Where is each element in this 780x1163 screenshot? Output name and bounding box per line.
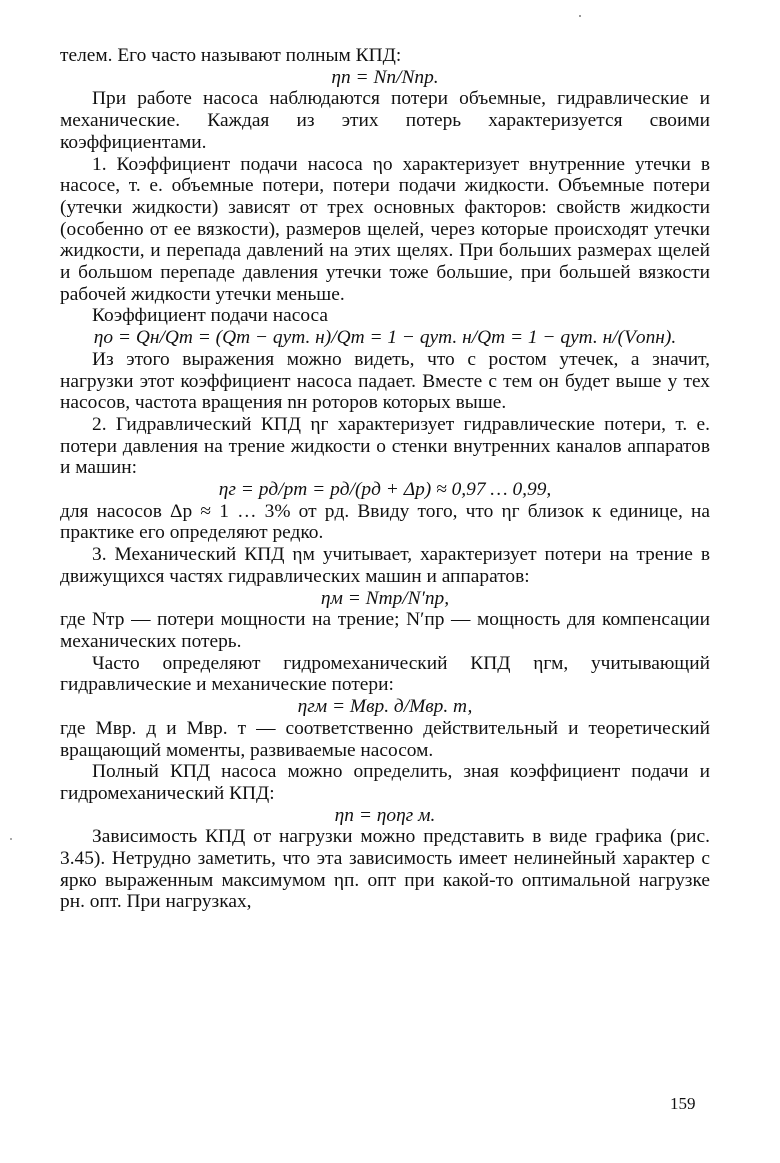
formula-total: ηп = ηоηг м. <box>334 804 436 826</box>
scan-speck <box>579 15 581 17</box>
paragraph: Из этого выражения можно видеть, что с ростом утечек, а значит, нагрузки этот коэффициент насоса падает. Вместе с тем он будет выше у тех насосов, частота вращения nн роторов которых выше. <box>60 348 710 414</box>
paragraph: где Mвр. д и Mвр. т — соответственно действительный и теоретический вращающий моменты, развиваемые насосом. <box>60 717 710 761</box>
paragraph: 3. Механический КПД ηм учитывает, характеризует потери на трение в движущихся частях гидравлических машин и аппаратов: <box>60 544 710 587</box>
paragraph: Коэффициент подачи насоса <box>92 305 328 327</box>
formula-efficiency: ηп = Nп/Nпр. <box>331 66 439 88</box>
paragraph: 1. Коэффициент подачи насоса ηо характеризует внутренние утечки в насосе, т. е. объемные потери, потери подачи жидкости. Объемные потери (утечки жидкости) зависят от трех основных факторов: свойств жидкости (особенно от ее вязкости), размеров щелей, через которые происходят утечки жидкости, и перепада давлений на этих щелях. При больших размерах щелей и большом перепаде давления утечки тоже большие, при большей вязкости рабочей жидкости утечки меньше. <box>60 153 710 305</box>
formula-hydromechanical: ηгм = Mвр. д/Mвр. т, <box>297 696 473 718</box>
paragraph: Зависимость КПД от нагрузки можно представить в виде графика (рис. 3.45). Нетрудно заметить, что эта зависимость имеет нелинейный характер с ярко выраженным максимумом ηп. опт при какой-то оптимальной нагрузке pн. опт. При нагрузках, <box>60 826 710 913</box>
formula-flow-coefficient: ηо = Qн/Qт = (Qт − qут. н)/Qт = 1 − qут. н/Qт = 1 − qут. н/(Vоnн). <box>93 327 677 349</box>
paragraph: для насосов Δp ≈ 1 … 3% от pд. Ввиду того, что ηг близок к единице, на практике его определяют редко. <box>60 500 710 544</box>
paragraph: Часто определяют гидромеханический КПД ηгм, учитывающий гидравлические и механические потери: <box>60 652 710 696</box>
formula-hydraulic: ηг = pд/pт = pд/(pд + Δp) ≈ 0,97 … 0,99, <box>218 479 552 501</box>
page-number: 159 <box>670 1094 696 1113</box>
paragraph: При работе насоса наблюдаются потери объемные, гидравлические и механические. Каждая из этих потерь характеризуется своими коэффициентами. <box>60 88 710 153</box>
formula-mechanical: ηм = Nтр/N′пр, <box>320 587 450 609</box>
paragraph: телем. Его часто называют полным КПД: <box>60 45 402 66</box>
paragraph: где Nтр — потери мощности на трение; N′пр — мощность для компенсации механических потерь. <box>60 609 710 652</box>
paragraph: Полный КПД насоса можно определить, зная коэффициент подачи и гидромеханический КПД: <box>60 761 710 804</box>
page-text <box>60 45 710 913</box>
paragraph: 2. Гидравлический КПД ηг характеризует гидравлические потери, т. е. потери давления на трение жидкости о стенки внутренних каналов аппаратов и машин: <box>60 413 710 479</box>
scan-speck <box>10 838 12 840</box>
